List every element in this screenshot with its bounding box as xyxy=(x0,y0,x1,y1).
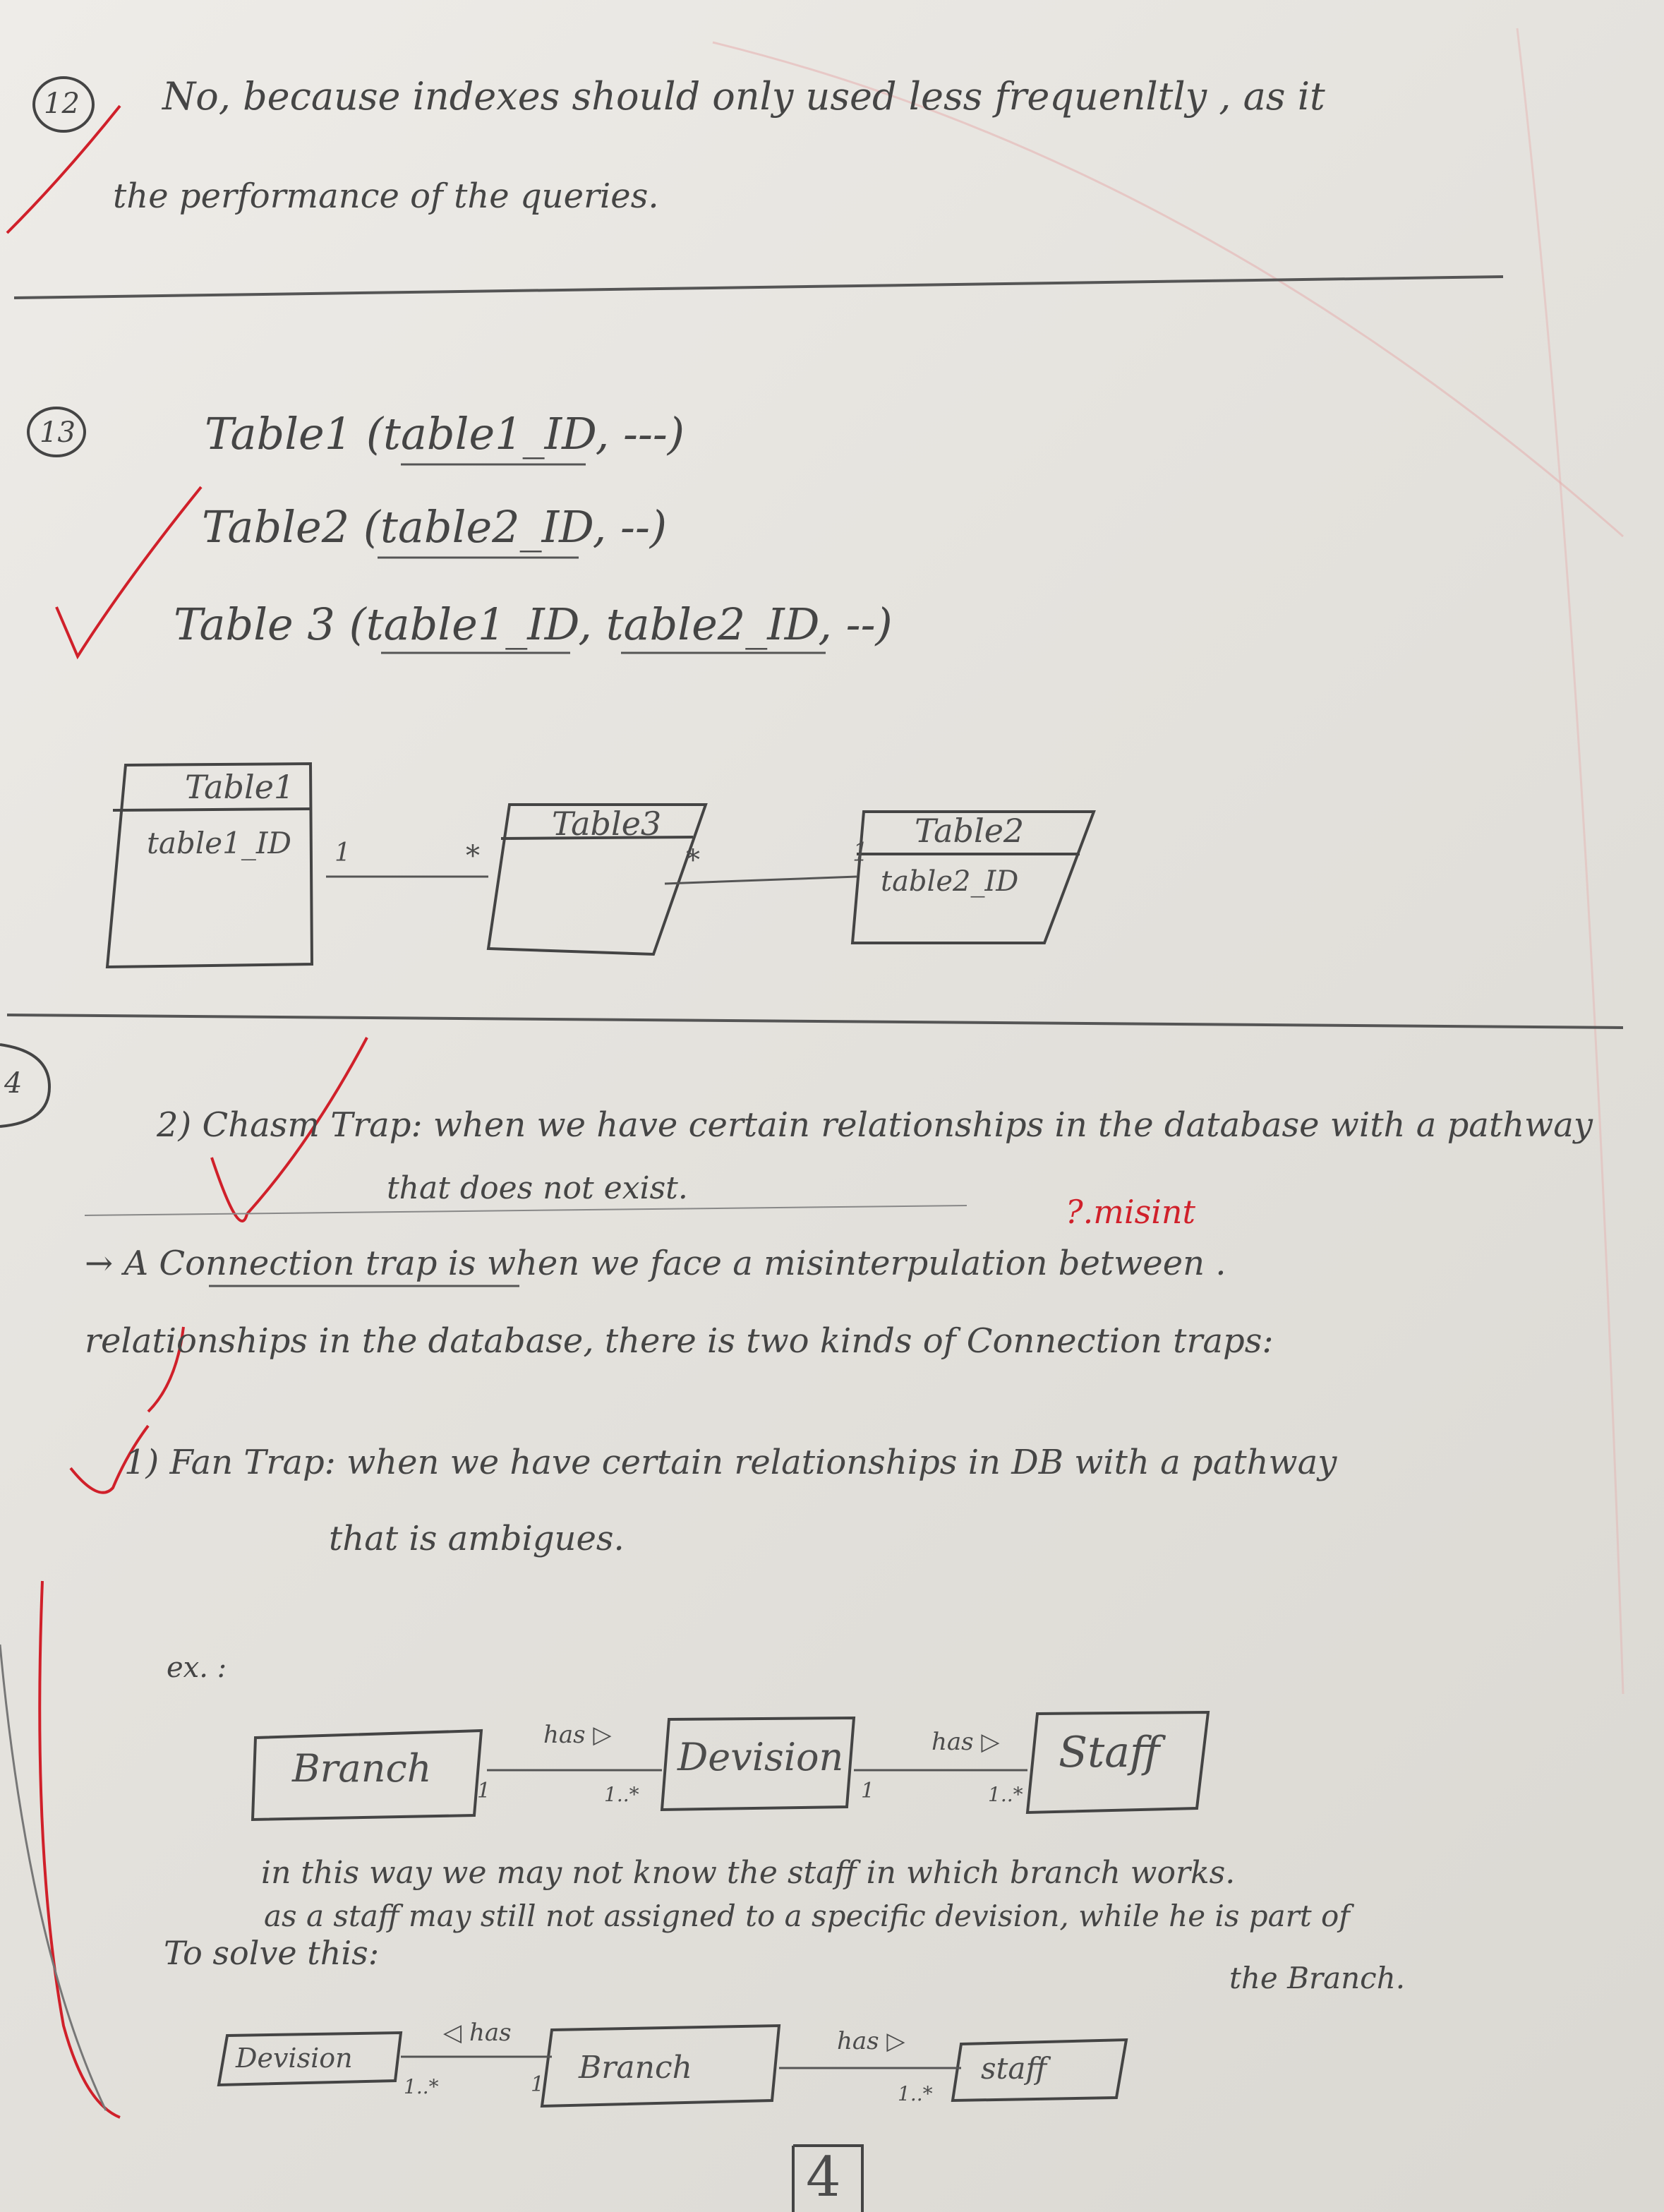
fan-mult-1: 1 xyxy=(477,1779,491,1803)
mult-table1: 1 xyxy=(334,838,351,867)
table3-title: Table3 xyxy=(552,805,662,843)
sol-mult-3: 1..* xyxy=(898,2082,933,2105)
table2-field: table2_ID xyxy=(881,865,1019,898)
chasm-line-2: that does not exist. xyxy=(387,1170,688,1206)
fan-staff-label: Staff xyxy=(1059,1728,1160,1777)
q13-schema-line-1: Table1 (table1_ID, ---) xyxy=(205,408,685,459)
mult-table2: 1 xyxy=(852,838,869,867)
fan-line-2: that is ambigues. xyxy=(329,1519,625,1558)
chasm-line-1: 2) Chasm Trap: when we have certain relationships in the database with a pathway xyxy=(157,1105,1593,1145)
explain-line-1: in this way we may not know the staff in which branch works. xyxy=(261,1855,1236,1891)
table1-field: table1_ID xyxy=(147,826,292,860)
sol-mult-1: 1..* xyxy=(404,2075,439,2098)
sol-branch-label: Branch xyxy=(579,2050,692,2086)
solve-label: To solve this: xyxy=(164,1934,380,1972)
q12-checkmark xyxy=(7,106,120,233)
fan-mult-2: 1..* xyxy=(604,1783,639,1806)
explain-line-2: as a staff may still not assigned to a specific devision, while he is part of xyxy=(264,1899,1350,1933)
table2-title: Table2 xyxy=(915,812,1025,850)
fan-line-1: 1) Fan Trap: when we have certain relationships in DB with a pathway xyxy=(124,1443,1337,1482)
sol-rel1-label: ◁ has xyxy=(443,2019,512,2047)
fan-mult-4: 1..* xyxy=(988,1783,1023,1806)
sol-rel2-label: has ▷ xyxy=(837,2027,905,2055)
page-number: 4 xyxy=(806,2146,841,2209)
red-note-misint: ?.misint xyxy=(1066,1193,1196,1231)
separator-2 xyxy=(7,1015,1623,1028)
mult-table3-right: * xyxy=(686,844,700,877)
q12-number: 12 xyxy=(44,88,80,120)
example-label: ex. : xyxy=(167,1652,227,1684)
sol-division-label: Devision xyxy=(236,2043,353,2074)
separator-1 xyxy=(14,277,1503,298)
fan-rel1-label: has ▷ xyxy=(543,1721,612,1749)
q13-number: 13 xyxy=(40,416,76,449)
sol-staff-label: staff xyxy=(981,2051,1047,2086)
q13-schema-line-2: Table2 (table2_ID, --) xyxy=(202,501,668,553)
table1-title: Table1 xyxy=(185,768,295,806)
margin-red-line xyxy=(40,1581,120,2117)
q13-schema-line-3: Table 3 (table1_ID, table2_ID, --) xyxy=(174,599,893,650)
connection-line-2: relationships in the database, there is two kinds of Connection traps: xyxy=(85,1321,1274,1361)
explain-line-3: the Branch. xyxy=(1229,1961,1406,1995)
fan-rel2-label: has ▷ xyxy=(932,1728,1000,1756)
fan-mult-3: 1 xyxy=(861,1779,875,1803)
sol-mult-2: 1 xyxy=(531,2072,545,2097)
connection-line-1: → A Connection trap is when we face a misinterpulation between . xyxy=(85,1244,1226,1283)
mult-table3-left: * xyxy=(466,840,480,872)
q14-number: 4 xyxy=(4,1067,23,1100)
fan-division-label: Devision xyxy=(677,1735,844,1779)
q12-line-2: the performance of the queries. xyxy=(113,176,659,216)
fan-branch-label: Branch xyxy=(292,1746,432,1791)
q12-line-1: No, because indexes should only used less frequenltly , as it xyxy=(162,74,1325,119)
